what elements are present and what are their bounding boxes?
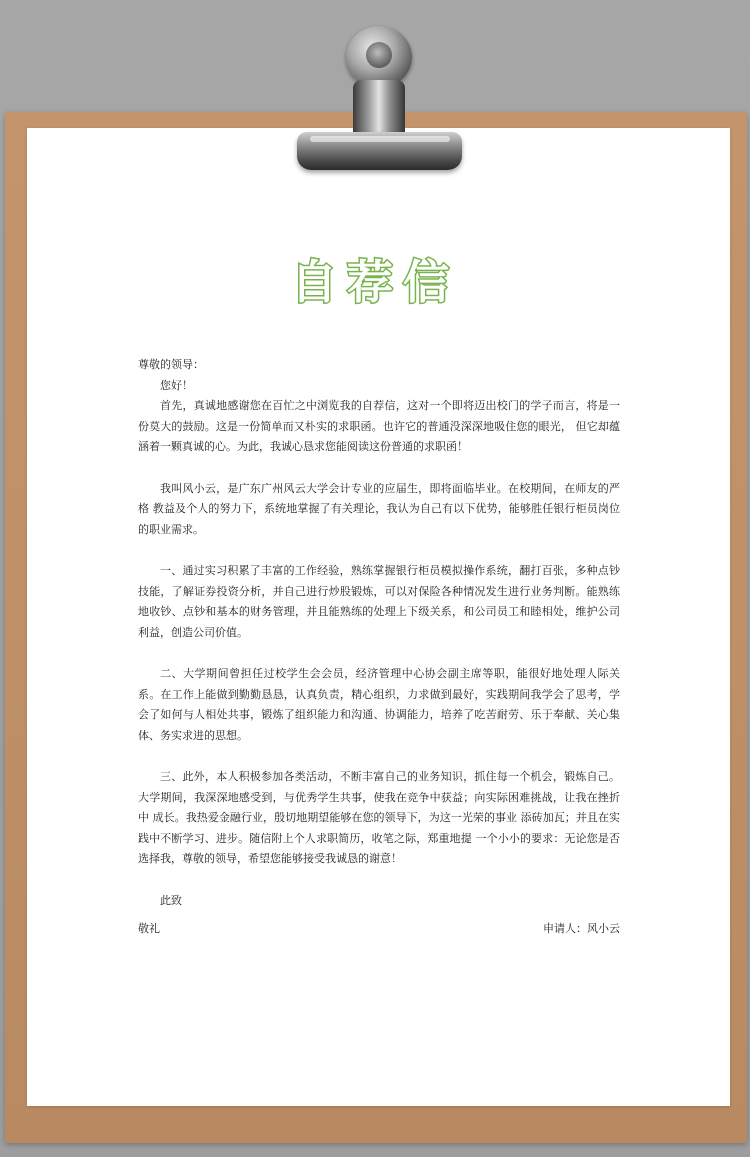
letter-body <box>138 355 620 940</box>
letter-paragraph-1: 首先，真诚地感谢您在百忙之中浏览我的自荐信，这对一个即将迈出校门的学子而言，将是一份莫大的鼓励。这是一份简单而又朴实的求职函。也许它的普通没深深地吸住您的眼光， 但它却蕴涵着一颗真诚的心。为此，我诚心恳求您能阅读这份普通的求职函！ <box>138 399 620 453</box>
clip-neck <box>353 80 405 136</box>
clip-highlight <box>310 136 450 142</box>
clip-ring-hole <box>366 42 392 68</box>
letter-salutation: 尊敬的领导： <box>138 358 204 371</box>
letter-paragraph-2: 我叫风小云，是广东广州风云大学会计专业的应届生，即将面临毕业。在校期间，在师友的严格 教益及个人的努力下，系统地掌握了有关理论，我认为自己有以下优势，能够胜任银行柜员岗位的职业需求。 <box>138 481 620 536</box>
letter-signature: 申请人：风小云 <box>543 922 620 935</box>
letter-paragraph-5: 三、此外，本人积极参加各类活动，不断丰富自己的业务知识，抓住每一个机会，锻炼自己。大学期间，我深深地感受到，与优秀学生共事，使我在竞争中获益；向实际困难挑战，让我在挫折中 成长。我热爱金融行业，殷切地期望能够在您的领导下，为这一光荣的事业 添砖加瓦；并且在实践中不断学习、进步。随信附上个人求职简历，收笔之际，郑重地提 一个小小的要求：无论您是否选择我，尊敬的领导，希望您能够接受我诚恳的谢意！ <box>138 770 620 865</box>
page-title: 自荐信 <box>291 255 459 309</box>
signature-row <box>138 919 620 940</box>
letter-closing: 此致 <box>160 893 182 907</box>
letter-paragraph-3: 一、通过实习积累了丰富的工作经验，熟练掌握银行柜员模拟操作系统，翻打百张，多种点钞技能，了解证券投资分析，并自己进行炒股锻炼，可以对保险各种情况发生进行业务判断。能熟练地收钞、点钞和基本的财务管理，并且能熟练的处理上下级关系，和公司员工和睦相处，维护公司利益，创造公司价值。 <box>138 564 620 639</box>
letter-regards: 敬礼 <box>138 922 160 935</box>
letter-paragraph-4: 二、大学期间曾担任过校学生会会员，经济管理中心协会副主席等职，能很好地处理人际关系。在工作上能做到勤勤恳恳，认真负责，精心组织，力求做到最好，实践期间我学会了思考，学会了如何与人相处共事，锻炼了组织能力和沟通、协调能力，培养了吃苦耐劳、乐于奉献、关心集体、务实求进的思想。 <box>138 667 620 742</box>
letter-greeting: 您好！ <box>160 378 193 392</box>
